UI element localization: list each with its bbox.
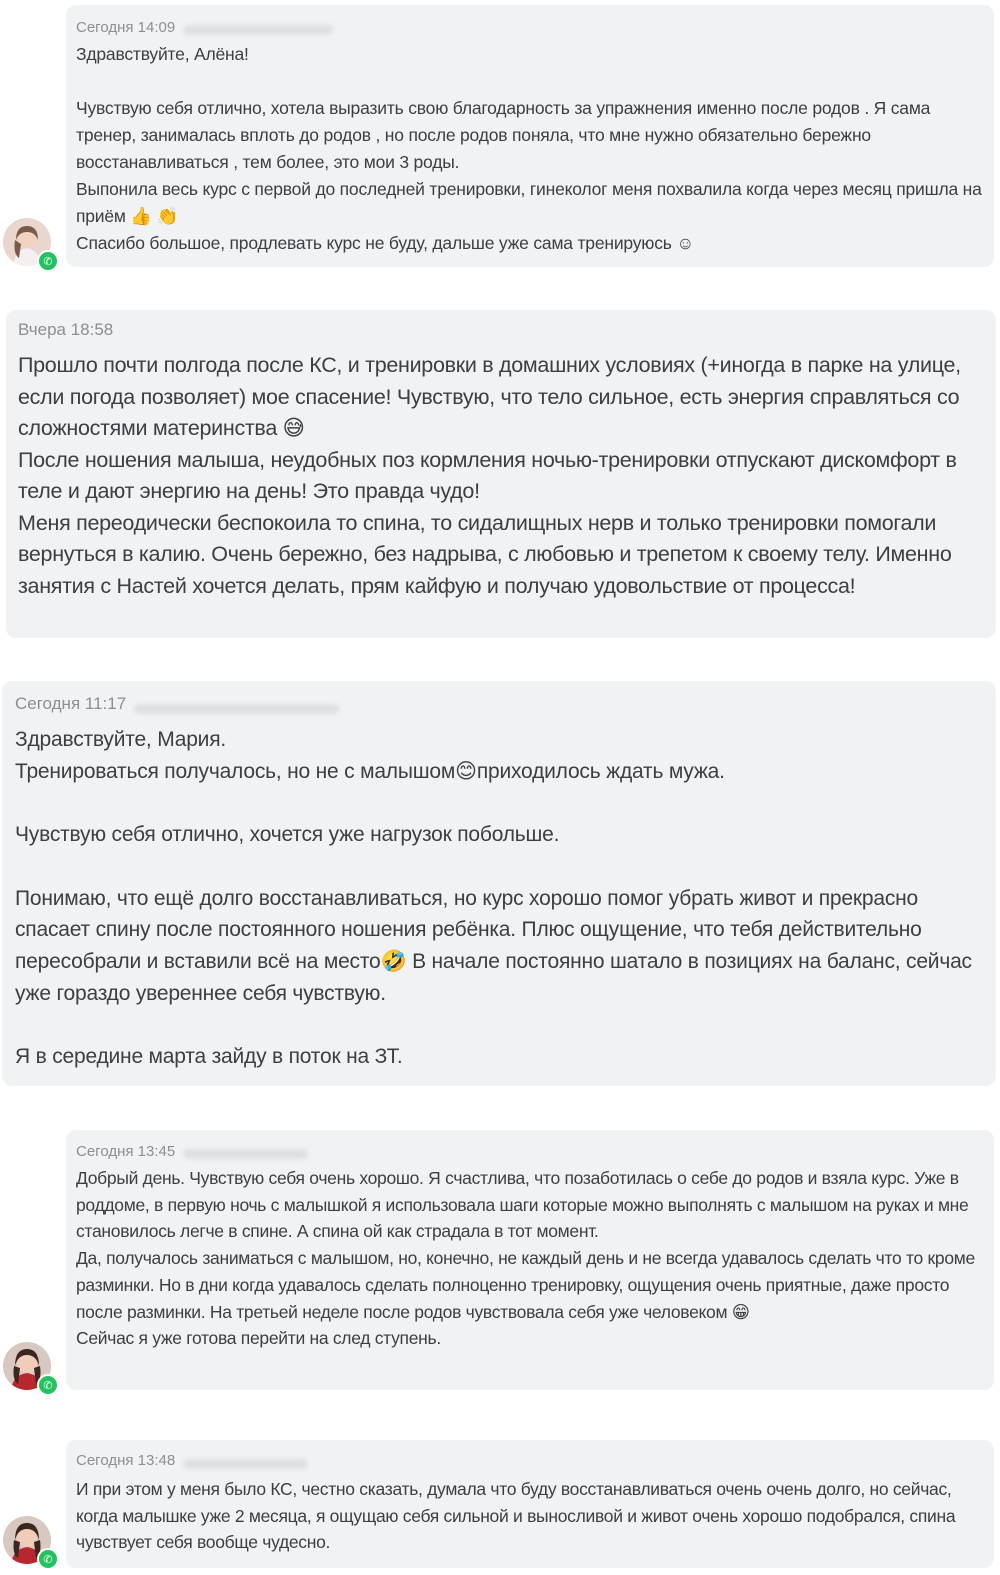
message-bubble [6,310,996,638]
message-line: Здравствуйте, Алёна! [76,44,249,64]
whatsapp-icon: ✆ [37,1374,59,1396]
blurred-sender-name [134,704,339,714]
message-line: Я в середине марта зайду в поток на ЗТ. [15,1045,403,1069]
message-line: Сейчас я уже готова перейти на след ступень. [76,1328,441,1349]
message-line: Тренироваться получалось, но не с малышом😊приходилось ждать мужа. [15,759,725,783]
message-line: Чувствую себя отлично, хотела выразить свою благодарность за упражнения именно после родов . Я сама тренер, занималась вплоть до родов , но после родов поняла, что мне нужно обязательно бережно восстанавливаться , тем более, это мои 3 роды. [76,98,935,172]
message-line: Добрый день. Чувствую себя очень хорошо. Я счастлива, что позаботилась о себе до родов и взяла курс. Уже в роддоме, в первую ночь с малышкой я использовала шаги которые можно выполнять с малышом на руках и мне становилось легче в спине. А спина ой как страдала в тот момент. [76,1168,974,1242]
message-time: Сегодня 11:17 [15,694,127,713]
message-line [15,851,986,883]
message-line: После ношения малыша, неудобных поз кормления ночью-тренировки отпускают дискомфорт в теле и дают энергию на день! Это правда чудо! [18,447,963,503]
message-time: Сегодня 13:45 [76,1143,176,1160]
message-line: Чувствую себя отлично, хочется уже нагрузок побольше. [15,823,560,847]
blurred-sender-name [183,25,333,35]
avatar[interactable] [3,1516,51,1564]
blurred-sender-name [183,1149,308,1159]
avatar[interactable] [3,1342,51,1390]
whatsapp-icon: ✆ [37,1548,59,1570]
message-time: Сегодня 14:09 [76,19,176,36]
message-line: Меня переодически беспокоила то спина, то сидалищных нерв и только тренировки помогали вернуться в калию. Очень бережно, без надрыва, с любовью и трепетом к своему телу. Именно занятия с Настей хочется делать, прям кайфую и получаю удовольствие от процесса! [18,510,958,598]
message-line: Понимаю, что ещё долго восстанавливаться, но курс хорошо помог убрать живот и прекрасно спасает спину после постоянного ношения ребёнка. Плюс ощущение, что тебя действительно пересобрали и вставили всё на место🤣 В начале постоянно шатало в позициях на баланс, сейчас уже гораздо увереннее себя чувствую. [15,886,978,1005]
message-line: Прошло почти полгода после КС, и тренировки в домашних условиях (+иногда в парке на улице, если погода позволяет) мое спасение! Чувствую, что тело сильное, есть энергия справляться со сложностями материнства 😅 [18,353,967,440]
whatsapp-icon: ✆ [37,250,59,272]
message-bubble [2,681,996,1086]
message-line [76,68,982,95]
message-bubble [66,5,994,267]
message-line [15,787,986,819]
message-time: Вчера 18:58 [18,320,114,339]
message-line [15,1009,986,1041]
message-time: Сегодня 13:48 [76,1452,176,1469]
message-line: Здравствуйте, Мария. [15,728,227,751]
blurred-sender-name [183,1459,308,1469]
message-line: Спасибо большое, продлевать курс не буду, дальше уже сама тренируюсь ☺ [76,233,695,253]
message-bubble [66,1130,994,1390]
message-1 [0,0,1000,270]
avatar[interactable] [3,218,51,266]
message-line: И при этом у меня было КС, честно сказать, думала что буду восстанавливаться очень очень долго, но сейчас, когда малышке уже 2 месяца, я ощущаю себя сильной и выносливой и живот очень хорошо подобрался, спина чувствует себя вообще чудесно. [76,1479,960,1552]
message-line: Выпонила весь курс с первой до последней тренировки, гинеколог меня похвалила когда через месяц пришла на приём 👍 👏 [76,179,987,226]
message-bubble [66,1440,994,1568]
message-line: Да, получалось заниматься с малышом, но, конечно, не каждый день и не всегда удавалось сделать что то кроме разминки. Но в дни когда удавалось сделать полноценно тренировку, ощущения очень приятные, даже просто после разминки. На третьей неделе после родов чувствовала себя уже человеком 😁 [76,1248,980,1322]
